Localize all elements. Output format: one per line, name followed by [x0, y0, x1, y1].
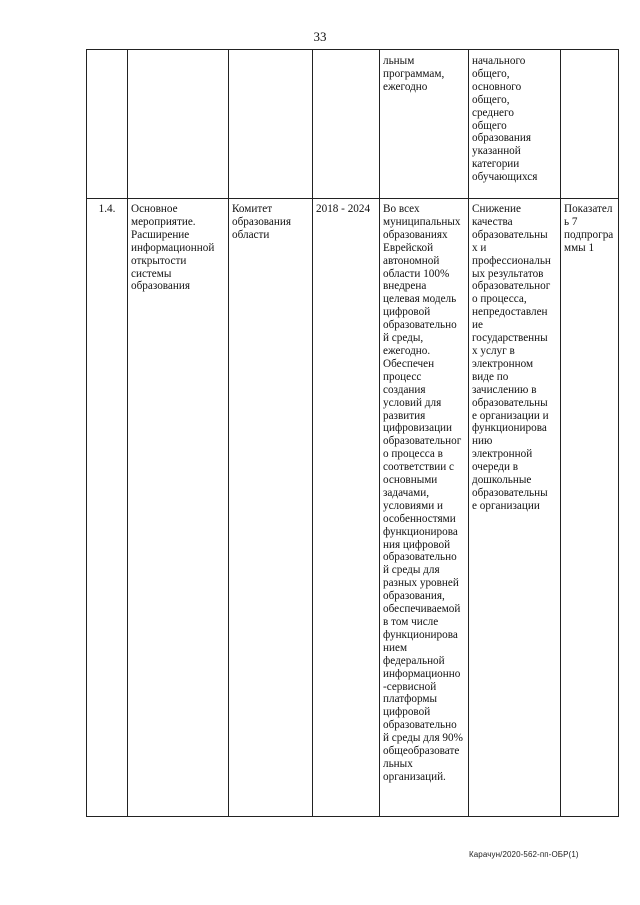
cell-consequences: Снижение качества образовательны х и профессиональн ых результатов образовательног о процесса, непредоставлен ие государственны х услуг в электронном виде по зачислению в образовательны е организации и функционирова нию электронной очереди в дошкольные образовательны е организации: [469, 199, 561, 817]
cell-indicator: Показател ь 7 подпрогра ммы 1: [561, 199, 619, 817]
cell-name: [128, 50, 229, 199]
cell-executor: Комитет образования области: [229, 199, 313, 817]
cell-name: Основное мероприятие. Расширение информационной открытости системы образования: [128, 199, 229, 817]
document-footer-code: Карачун/2020-562-пп-ОБР(1): [469, 850, 579, 859]
cell-period: [313, 50, 380, 199]
cell-period: 2018 - 2024: [313, 199, 380, 817]
cell-indicator: [561, 50, 619, 199]
cell-result: Во всех муниципальных образованиях Еврейской автономной области 100% внедрена целевая модель цифровой образовательно й среды, ежегодно. Обеспечен процесс создания условий для развития цифровизации образовательног о процесса в соответствии с основными задачами, условиями и особенностями функционирова ния цифровой образовательно й среды для разных уровней образования, обеспечиваемой в том числе функционирова нием федеральной информационно -сервисной платформы цифровой образовательно й среды для 90% общеобразовате льных организаций.: [380, 199, 469, 817]
cell-consequences: начального общего, основного общего, среднего общего образования указанной категории обучающихся: [469, 50, 561, 199]
cell-executor: [229, 50, 313, 199]
cell-result: льным программам, ежегодно: [380, 50, 469, 199]
page-number: 33: [313, 29, 327, 44]
table-row-1-4: [87, 199, 619, 817]
measures-table: [86, 49, 619, 817]
table-row-continuation: [87, 50, 619, 199]
cell-num: [87, 50, 128, 199]
cell-num: 1.4.: [87, 199, 128, 817]
